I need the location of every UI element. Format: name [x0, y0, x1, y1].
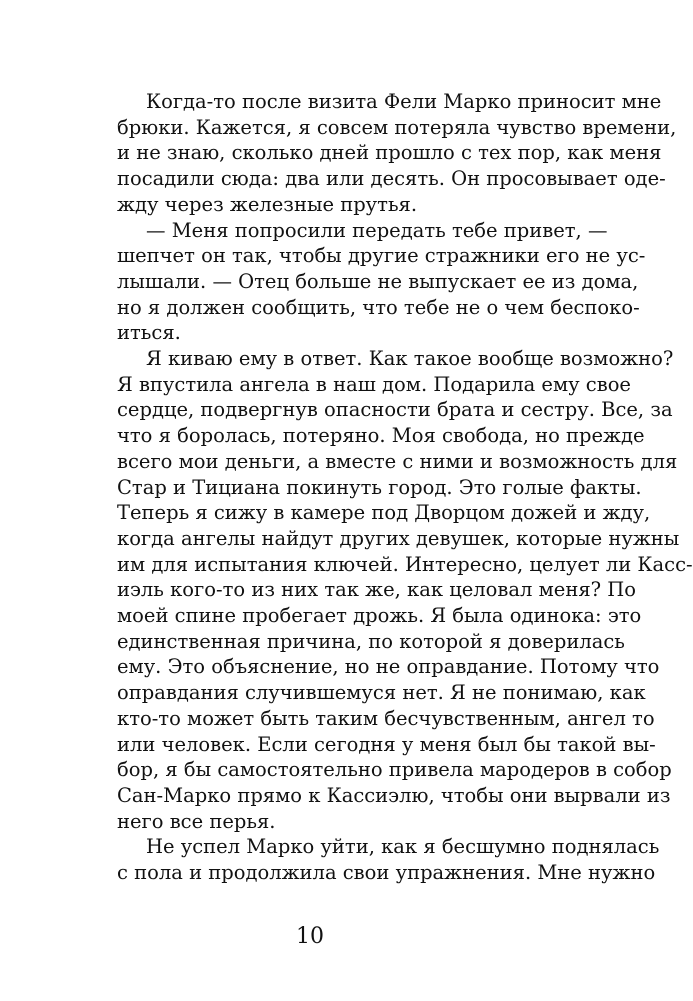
text-line: сердце, подвергнув опасности брата и сестру. Все, за [117, 398, 673, 422]
text-line: когда ангелы найдут других девушек, которые нужны [117, 526, 680, 550]
text-line: кто-то может быть таким бесчувственным, ангел то [117, 706, 655, 730]
text-line: оправдания случившемуся нет. Я не понимаю, как [117, 681, 646, 705]
text-line: моей спине пробегает дрожь. Я была одинока: это [117, 604, 642, 627]
text-line: него все перья. [117, 809, 276, 833]
text-line: Я впустила ангела в наш дом. Подарила ему свое [117, 372, 631, 396]
text-line: иться. [117, 321, 181, 345]
text-line: им для испытания ключей. Интересно, целует ли Касс- [117, 552, 693, 576]
text-line: лышали. — Отец больше не выпускает ее из дома, [117, 269, 639, 293]
text-line: Я киваю ему в ответ. Как такое вообще возможно? [146, 347, 674, 370]
text-line: бор, я бы самостоятельно привела мародеров в собор [117, 758, 672, 782]
text-line: Не успел Марко уйти, как я бесшумно поднялась [146, 835, 660, 859]
text-line: что я боролась, потеряно. Моя свобода, но прежде [117, 424, 645, 448]
text-line: Стар и Тициана покинуть город. Это голые факты. [117, 475, 642, 499]
text-line: — Меня попросили передать тебе привет, — [146, 218, 608, 242]
page-number: 10 [296, 924, 324, 949]
text-line: и не знаю, сколько дней прошло с тех пор, как меня [117, 141, 662, 165]
text-line: ему. Это объяснение, но не оправдание. Потому что [117, 655, 660, 679]
text-line: жду через железные прутья. [117, 192, 418, 216]
text-line: шепчет он так, чтобы другие стражники его не ус- [117, 244, 646, 268]
text-line: единственная причина, по которой я доверилась [117, 629, 625, 653]
text-line: Когда-то после визита Фели Марко приносит мне [146, 90, 662, 113]
text-line: но я должен сообщить, что тебе не о чем беспоко- [117, 295, 640, 319]
text-line: всего мои деньги, а вместе с ними и возможность для [117, 449, 678, 473]
text-line: брюки. Кажется, я совсем потеряла чувство времени, [117, 115, 677, 139]
text-line: посадили сюда: два или десять. Он просовывает оде- [117, 167, 666, 191]
text-line: или человек. Если сегодня у меня был бы такой вы- [117, 732, 656, 756]
text-line: Теперь я сижу в камере под Дворцом дожей и жду, [117, 501, 651, 525]
text-line: иэль кого-то из них так же, как целовал меня? По [117, 578, 637, 602]
text-line: с пола и продолжила свои упражнения. Мне нужно [117, 861, 656, 884]
text-line: Сан-Марко прямо к Кассиэлю, чтобы они вырвали из [117, 783, 671, 807]
